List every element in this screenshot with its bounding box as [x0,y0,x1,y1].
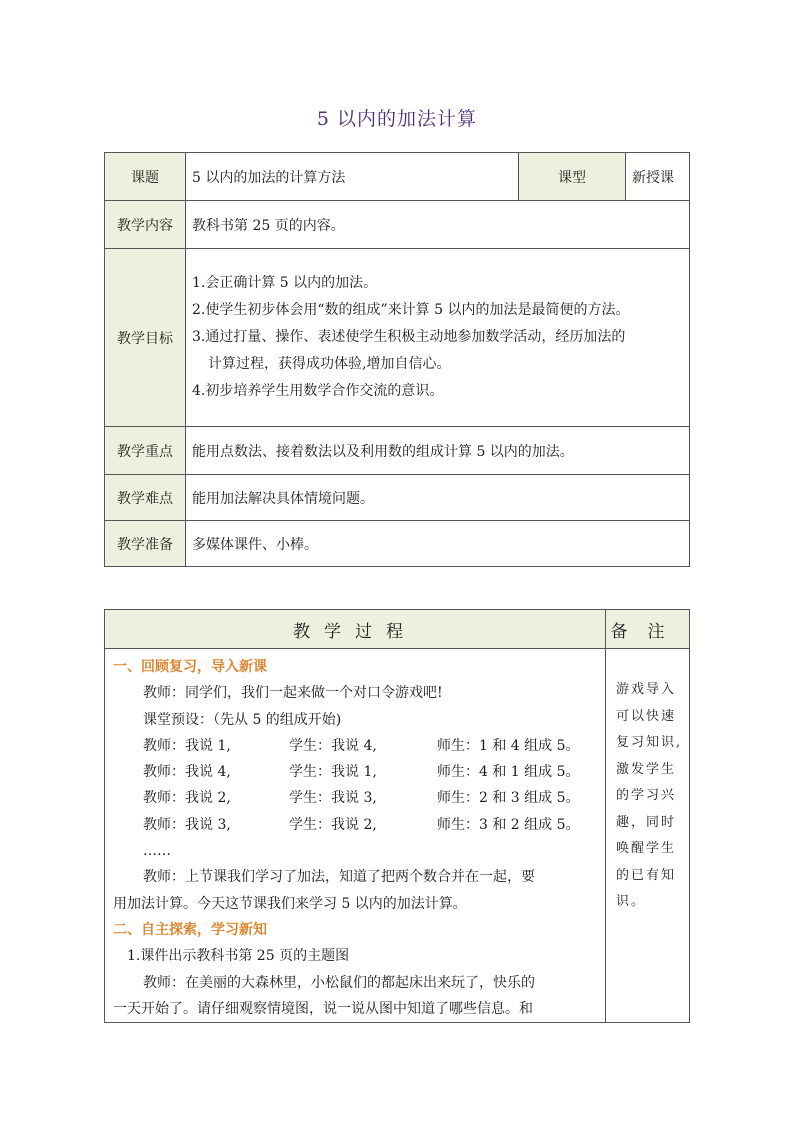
goal-item: 3.通过打量、操作、表述使学生积极主动地参加数学活动，经历加法的 [192,329,626,345]
difficulty-row [105,475,690,521]
goal-item: 计算过程，获得成功体验,增加自信心。 [208,356,451,372]
dialog-row [113,785,599,811]
goals-label: 教学目标 [105,249,186,427]
content-label: 教学内容 [105,201,186,249]
ellipsis: …… [143,843,171,860]
both-line: 师生：1 和 4 组成 5。 [437,737,580,754]
dialog-row [113,733,599,759]
topic-value: 5 以内的加法的计算方法 [186,153,519,201]
student-line: 学生：我说 2, [289,816,377,833]
student-line: 学生：我说 3, [289,790,377,807]
both-line: 师生：3 和 2 组成 5。 [437,816,580,833]
type-label: 课型 [519,153,626,201]
dialog-row [113,812,599,838]
prep-row [105,521,690,567]
topic-label: 课题 [105,153,186,201]
difficulty-label: 教学难点 [105,475,186,521]
note-line: 唤醒学生 [616,841,677,856]
type-value: 新授课 [626,153,690,201]
goal-item: 1.会正确计算 5 以内的加法。 [192,275,378,291]
teacher-line: 教师：我说 4, [143,764,231,781]
goal-item: 4.初步培养学生用数学合作交流的意识。 [192,383,444,399]
note-line: 激发学生 [616,761,677,777]
process-header-row [105,610,690,649]
content-value: 教科书第 25 页的内容。 [186,201,690,249]
note-line: 可以快速 [616,708,677,724]
goals-row [105,249,690,427]
teacher-line: 教师：我说 1, [143,737,231,754]
goals-list [186,249,690,427]
teacher-line: 教师：我说 2, [143,790,231,807]
paragraph: 教师：上节课我们学习了加法，知道了把两个数合并在一起，要 [143,869,535,886]
paragraph: 1.课件出示教科书第 25 页的主题图 [127,948,350,965]
prep-value: 多媒体课件、小棒。 [186,521,690,567]
both-line: 师生：4 和 1 组成 5。 [437,764,580,781]
section-heading: 二、自主探索，学习新知 [113,921,267,938]
content-row [105,201,690,249]
process-content [105,649,606,1023]
process-header: 教学过程 [105,610,606,649]
process-body-row [105,649,690,1023]
key-row [105,427,690,475]
note-line: 趣，同时 [616,814,677,830]
paragraph: 课堂预设：（先从 5 的组成开始) [143,711,342,728]
note-line: 识。 [616,894,647,909]
key-value: 能用点数法、接着数法以及利用数的组成计算 5 以内的加法。 [186,427,690,475]
note-line: 复习知识, [616,735,683,750]
note-line: 的学习兴 [616,788,677,803]
student-line: 学生：我说 1, [289,764,377,781]
notes-content [606,649,690,1023]
student-line: 学生：我说 4, [289,737,377,754]
lesson-info-table [104,152,690,567]
teacher-line: 教师：我说 3, [143,816,231,833]
key-label: 教学重点 [105,427,186,475]
notes-header: 备注 [606,610,690,649]
note-line: 游戏导入 [616,682,677,697]
prep-label: 教学准备 [105,521,186,567]
goal-item: 2.使学生初步体会用“数的组成”来计算 5 以内的加法是最简便的方法。 [192,302,630,318]
both-line: 师生：2 和 3 组成 5。 [437,790,580,807]
paragraph: 教师：同学们，我们一起来做一个对口令游戏吧! [143,685,443,702]
section-heading: 一、回顾复习，导入新课 [113,659,267,675]
teaching-process-table [104,609,690,1023]
difficulty-value: 能用加法解决具体情境问题。 [186,475,690,521]
note-line: 的已有知 [616,867,677,883]
topic-row [105,153,690,201]
paragraph: 用加法计算。今天这节课我们来学习 5 以内的加法计算。 [113,895,467,912]
paragraph: 教师：在美丽的大森林里，小松鼠们的都起床出来玩了，快乐的 [143,974,535,991]
page-title: 5 以内的加法计算 [316,108,478,130]
paragraph: 一天开始了。请仔细观察情境图，说一说从图中知道了哪些信息。和 [113,1000,533,1017]
dialog-row [113,759,599,785]
